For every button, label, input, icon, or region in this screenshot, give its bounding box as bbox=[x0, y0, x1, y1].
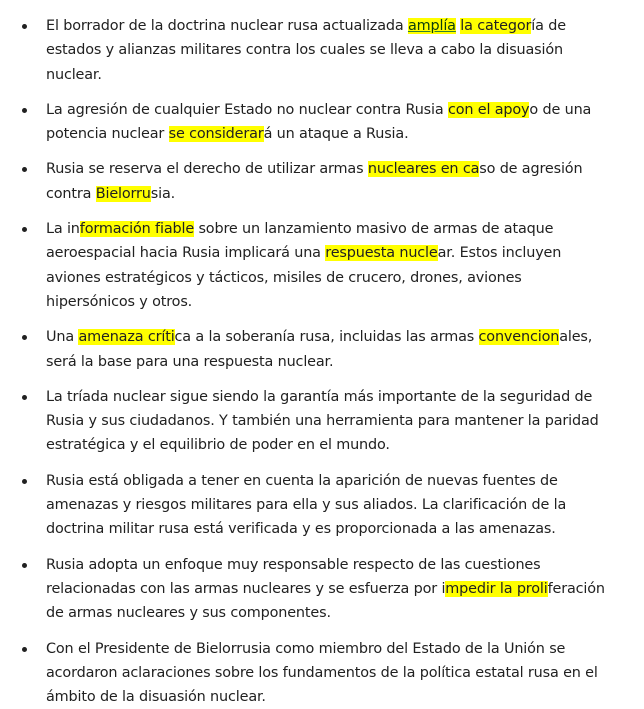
item-text: La tríada nuclear sigue siendo la garantía más importante de la seguridad de Rusia y sus ciudadanos. Y también una herramienta para mantener la paridad estratégica y el equilibrio de poder en el mundo. bbox=[46, 388, 599, 454]
item-text: El borrador de la doctrina nuclear rusa actualizada bbox=[46, 18, 408, 34]
item-text: Rusia está obligada a tener en cuenta la aparición de nuevas fuentes de amenazas y riesgos militares para ella y sus aliados. La clarificación de la doctrina militar rusa está verificada y es proporcionada a las amenazas. bbox=[46, 472, 567, 538]
item-text: sia. bbox=[150, 185, 176, 202]
item-text: Con el Presidente de Bielorrusia como miembro del Estado de la Unión se acordaron aclaraciones sobre los fundamentos de la política estatal rusa en el ámbito de la disuasión nuclear. bbox=[46, 640, 598, 706]
item-text: ar. Estos incluyen aviones estratégicos y tácticos, misiles de crucero, drones, aviones hipersónicos y otros. bbox=[46, 245, 562, 310]
list-item bbox=[0, 637, 644, 709]
item-text: feración de armas nucleares y sus componentes. bbox=[46, 580, 605, 622]
item-text: ales, será la base para una respuesta nuclear. bbox=[46, 329, 593, 370]
list-item bbox=[0, 217, 644, 314]
highlighted-text: Bielorru bbox=[95, 185, 151, 202]
list-item bbox=[0, 157, 644, 206]
item-text: so de agresión contra bbox=[46, 161, 583, 202]
highlighted-text: la categor bbox=[460, 18, 532, 34]
item-text: ía de estados y alianzas militares contra los cuales se lleva a cabo la disuasión nuclear. bbox=[46, 18, 566, 83]
highlighted-text: nucleares en ca bbox=[367, 161, 480, 178]
list-item bbox=[0, 98, 644, 147]
item-text: La in bbox=[46, 221, 80, 238]
highlighted-text: amenaza críti bbox=[78, 329, 175, 346]
highlighted-text: formación fiable bbox=[79, 221, 195, 238]
item-text: á un ataque a Rusia. bbox=[263, 126, 409, 143]
highlighted-text: se considerar bbox=[168, 126, 264, 143]
list-item bbox=[0, 469, 644, 542]
highlighted-link[interactable]: amplía bbox=[407, 18, 456, 34]
item-text: Rusia se reserva el derecho de utilizar armas bbox=[46, 161, 368, 178]
highlighted-text: respuesta nucle bbox=[325, 245, 438, 262]
item-text: o de una potencia nuclear bbox=[46, 101, 592, 143]
item-text: Una bbox=[46, 329, 79, 346]
list-item bbox=[0, 14, 644, 87]
item-text: Rusia adopta un enfoque muy responsable respecto de las cuestiones relacionadas con las armas nucleares y se esfuerza por i bbox=[46, 556, 541, 597]
list-item bbox=[0, 385, 644, 458]
item-text: sobre un lanzamiento masivo de armas de ataque aeroespacial hacia Rusia implicará una bbox=[46, 221, 554, 262]
item-text: ca a la soberanía rusa, incluidas las armas bbox=[174, 329, 479, 346]
item-text: La agresión de cualquier Estado no nuclear contra Rusia bbox=[46, 101, 448, 118]
list-item bbox=[0, 325, 644, 374]
highlighted-text: mpedir la proli bbox=[445, 580, 548, 597]
highlighted-text: convencion bbox=[478, 329, 560, 346]
list-item bbox=[0, 553, 644, 626]
highlighted-text: con el apoy bbox=[447, 101, 530, 118]
